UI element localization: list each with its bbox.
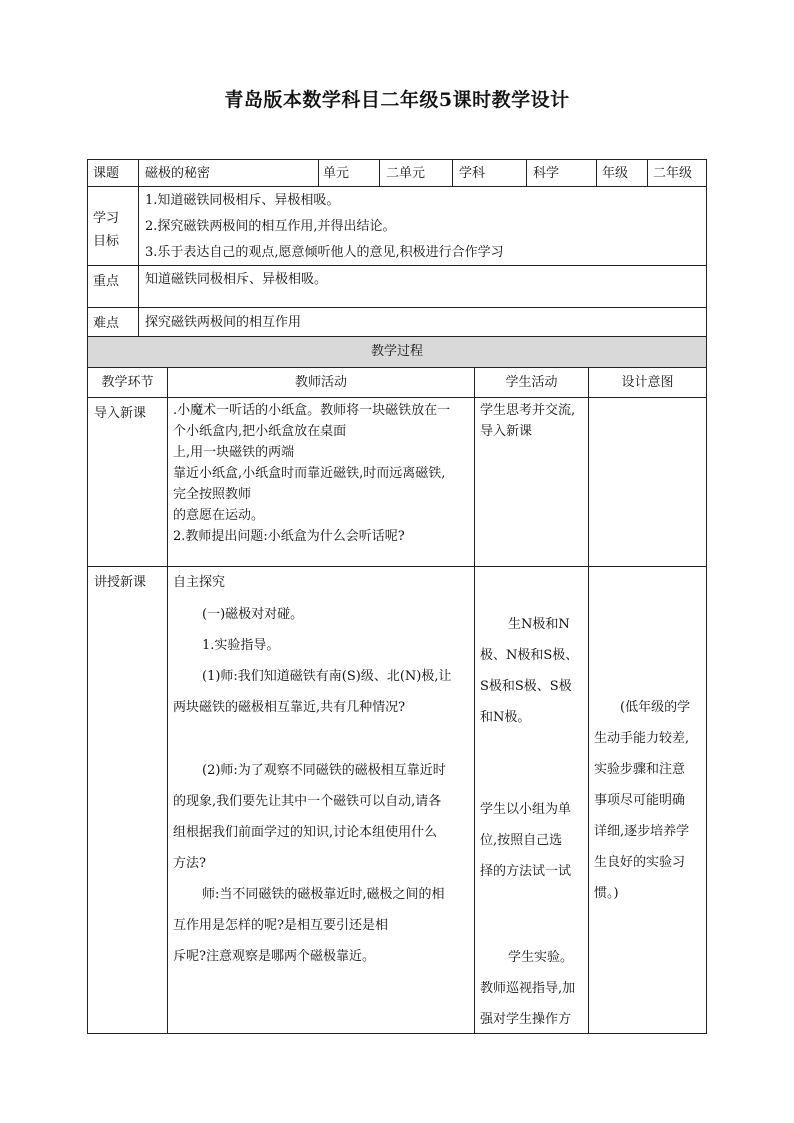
- lecture-teacher-line1: (一)磁极对对碰。: [202, 607, 304, 622]
- document-title: 青岛版本数学科目二年级5课时教学设计: [224, 89, 570, 111]
- goal-item-3: 3.乐于表达自己的观点,愿意倾听他人的意见,积极进行合作学习: [145, 245, 504, 260]
- lecture-student-b-line3: 择的方法试一试: [480, 864, 572, 879]
- col-rule: [647, 159, 648, 186]
- unit-label: 单元: [323, 166, 350, 181]
- intro-teacher-line5: 完全按照教师: [173, 487, 252, 502]
- subject-label: 学科: [459, 166, 486, 181]
- goals-label-line2: 目标: [93, 234, 120, 249]
- intro-teacher-line7: 2.教师提出问题:小纸盒为什么会听话呢?: [173, 529, 405, 544]
- lecture-intent-line6: 生良好的实验习: [594, 855, 686, 870]
- goals-label-line1: 学习: [93, 211, 120, 226]
- intro-student-line1: 学生思考并交流,: [480, 403, 576, 418]
- lecture-intent-line1: (低年级的学: [620, 700, 691, 715]
- lecture-heading: 自主探究: [173, 575, 226, 590]
- lecture-student-a-line4: 和N极。: [480, 710, 531, 725]
- col-rule: [588, 367, 589, 1034]
- col-header-intent: 设计意图: [621, 375, 674, 390]
- row-rule: [87, 336, 707, 337]
- col-header-teacher: 教师活动: [294, 375, 347, 390]
- col-rule: [318, 159, 319, 186]
- col-rule: [474, 367, 475, 1034]
- intro-teacher-line4: 靠近小纸盒,小纸盒时而靠近磁铁,时而远离磁铁,: [173, 466, 446, 481]
- topic-label: 课题: [93, 166, 120, 181]
- lecture-student-a-line3: S极和S极、S极: [480, 679, 572, 694]
- lecture-teacher-line8: 方法?: [173, 856, 206, 871]
- intro-teacher-line3: 上,用一块磁铁的两端: [173, 445, 295, 460]
- intro-teacher-line1: .小魔术一听话的小纸盒。教师将一块磁铁放在一: [173, 403, 451, 418]
- row-rule: [87, 186, 707, 187]
- grade-label: 年级: [602, 166, 629, 181]
- lecture-intent-line4: 事项尽可能明确: [594, 793, 686, 808]
- lecture-teacher-line9: 师:当不同磁铁的磁极靠近时,磁极之间的相: [202, 887, 445, 902]
- topic-value: 磁极的秘密: [145, 166, 211, 181]
- lecture-teacher-line3: (1)师:我们知道磁铁有南(S)级、北(N)极,让: [202, 669, 452, 684]
- lecture-teacher-line2: 1.实验指导。: [202, 638, 280, 653]
- lecture-student-c-line1: 学生实验。: [508, 950, 574, 965]
- col-rule: [596, 159, 597, 186]
- col-rule: [138, 159, 139, 336]
- key-point-text: 知道磁铁同极相斥、异极相吸。: [145, 272, 328, 287]
- process-header: 教学过程: [370, 344, 423, 359]
- col-rule: [379, 159, 380, 186]
- intro-student-line2: 导入新课: [480, 424, 533, 439]
- col-header-student: 学生活动: [505, 375, 558, 390]
- col-header-stage: 教学环节: [101, 375, 154, 390]
- lecture-teacher-line6: 的现象,我们要先让其中一个磁铁可以自动,请各: [173, 794, 442, 809]
- lecture-student-b-line1: 学生以小组为单: [480, 802, 572, 817]
- lecture-stage: 讲授新课: [94, 575, 147, 590]
- unit-value: 二单元: [386, 166, 426, 181]
- key-point-label: 重点: [93, 274, 120, 289]
- lecture-intent-line3: 实验步骤和注意: [594, 762, 686, 777]
- row-rule: [87, 307, 707, 308]
- row-rule: [87, 265, 707, 266]
- col-rule: [526, 159, 527, 186]
- lecture-student-a-line2: 极、N极和S极、: [480, 648, 579, 663]
- row-rule: [87, 397, 707, 398]
- col-rule: [452, 159, 453, 186]
- goal-item-1: 1.知道磁铁同极相斥、异极相吸。: [145, 193, 340, 208]
- lecture-teacher-line7: 组根据我们前面学过的知识,讨论本组使用什么: [173, 825, 438, 840]
- row-rule: [87, 367, 707, 368]
- lecture-intent-line7: 惯。): [594, 886, 619, 901]
- subject-value: 科学: [533, 166, 560, 181]
- grade-value: 二年级: [653, 166, 693, 181]
- lecture-teacher-line11: 斥呢?注意观察是哪两个磁极靠近。: [173, 949, 375, 964]
- lecture-teacher-line10: 互作用是怎样的呢?是相互要引还是相: [173, 918, 388, 933]
- goal-item-2: 2.探究磁铁两极间的相互作用,并得出结论。: [145, 219, 396, 234]
- lecture-student-b-line2: 位,按照自己选: [480, 833, 563, 848]
- difficulty-label: 难点: [93, 316, 120, 331]
- lecture-student-a-line1: 生N极和N: [508, 617, 570, 632]
- lecture-student-c-line3: 强对学生操作方: [480, 1012, 572, 1027]
- intro-stage: 导入新课: [94, 406, 147, 421]
- lecture-teacher-line5: (2)师:为了观察不同磁铁的磁极相互靠近时: [202, 763, 446, 778]
- difficulty-text: 探究磁铁两极间的相互作用: [145, 315, 302, 330]
- col-rule: [167, 367, 168, 1034]
- lecture-teacher-line4: 两块磁铁的磁极相互靠近,共有几种情况?: [173, 700, 406, 715]
- lecture-intent-line5: 详细,逐步培养学: [594, 824, 690, 839]
- intro-teacher-line6: 的意愿在运动。: [173, 508, 265, 523]
- intro-teacher-line2: 个小纸盒内,把小纸盒放在桌面: [173, 424, 347, 439]
- row-rule: [87, 566, 707, 567]
- lecture-student-c-line2: 教师巡视指导,加: [480, 981, 576, 996]
- lecture-intent-line2: 生动手能力较差,: [594, 731, 690, 746]
